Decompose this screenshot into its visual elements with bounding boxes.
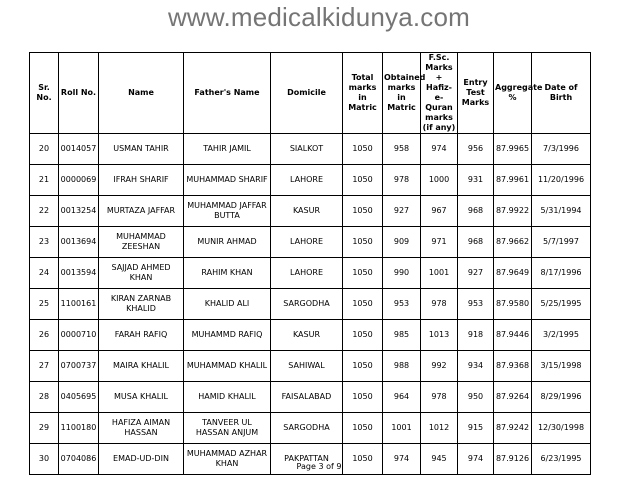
table-cell: 87.9264 (494, 382, 532, 413)
table-cell: 918 (458, 320, 494, 351)
table-cell: 1050 (343, 227, 383, 258)
table-cell: 971 (421, 227, 458, 258)
table-cell: 0704086 (59, 444, 99, 475)
column-header: Aggregate % (494, 53, 532, 134)
table-cell: MUHAMMAD AZHAR KHAN (184, 444, 271, 475)
table-cell: 6/23/1995 (532, 444, 591, 475)
table-cell: MAIRA KHALIL (99, 351, 184, 382)
table-cell: PAKPATTAN (271, 444, 343, 475)
table-cell: 931 (458, 165, 494, 196)
column-header: Sr. No. (30, 53, 59, 134)
table-cell: 87.9649 (494, 258, 532, 289)
table-cell: 3/2/1995 (532, 320, 591, 351)
table-cell: 87.9446 (494, 320, 532, 351)
table-cell: 978 (421, 382, 458, 413)
table-cell: 30 (30, 444, 59, 475)
table-cell: 1050 (343, 413, 383, 444)
table-cell: KASUR (271, 320, 343, 351)
table-header-row (30, 53, 591, 134)
table-cell: 0000069 (59, 165, 99, 196)
table-cell: 22 (30, 196, 59, 227)
column-header: Entry Test Marks (458, 53, 494, 134)
table-cell: MUHAMMAD SHARIF (184, 165, 271, 196)
table-cell: 956 (458, 134, 494, 165)
table-cell: USMAN TAHIR (99, 134, 184, 165)
table-cell: 87.9242 (494, 413, 532, 444)
table-row (30, 382, 591, 413)
table-row (30, 165, 591, 196)
table-cell: 0700737 (59, 351, 99, 382)
table-cell: 1050 (343, 165, 383, 196)
merit-list-table (29, 52, 591, 475)
table-cell: 26 (30, 320, 59, 351)
table-cell: 1100161 (59, 289, 99, 320)
table-cell: 0013254 (59, 196, 99, 227)
column-header: Domicile (271, 53, 343, 134)
table-cell: 950 (458, 382, 494, 413)
table-cell: 1050 (343, 444, 383, 475)
table-cell: FARAH RAFIQ (99, 320, 184, 351)
table-cell: 5/31/1994 (532, 196, 591, 227)
table-cell: 29 (30, 413, 59, 444)
table-cell: 3/15/1998 (532, 351, 591, 382)
table-cell: 974 (421, 134, 458, 165)
table-cell: 8/17/1996 (532, 258, 591, 289)
table-cell: SARGODHA (271, 289, 343, 320)
table-cell: 87.9965 (494, 134, 532, 165)
table-cell: 8/29/1996 (532, 382, 591, 413)
table-cell: IFRAH SHARIF (99, 165, 184, 196)
table-cell: 985 (383, 320, 421, 351)
table-cell: MURTAZA JAFFAR (99, 196, 184, 227)
column-header: F.Sc. Marks + Hafiz-e-Quran marks (if any) (421, 53, 458, 134)
table-cell: 909 (383, 227, 421, 258)
table-cell: MUHAMMAD KHALIL (184, 351, 271, 382)
table-cell: MUSA KHALIL (99, 382, 184, 413)
table-cell: 1001 (421, 258, 458, 289)
table-cell: TANVEER UL HASSAN ANJUM (184, 413, 271, 444)
table-cell: SARGODHA (271, 413, 343, 444)
table-cell: 87.9961 (494, 165, 532, 196)
table-cell: HAFIZA AIMAN HASSAN (99, 413, 184, 444)
table-cell: 990 (383, 258, 421, 289)
table-cell: RAHIM KHAN (184, 258, 271, 289)
table-cell: 1012 (421, 413, 458, 444)
table-cell: 968 (458, 227, 494, 258)
table-cell: 27 (30, 351, 59, 382)
table-cell: HAMID KHALIL (184, 382, 271, 413)
table-cell: KASUR (271, 196, 343, 227)
table-cell: 12/30/1998 (532, 413, 591, 444)
table-cell: 0000710 (59, 320, 99, 351)
table-cell: 968 (458, 196, 494, 227)
table-cell: MUHAMMD RAFIQ (184, 320, 271, 351)
site-url-header: www.medicalkidunya.com (167, 2, 471, 32)
table-cell: 1050 (343, 134, 383, 165)
table-cell: 945 (421, 444, 458, 475)
table-cell: 958 (383, 134, 421, 165)
column-header: Name (99, 53, 184, 134)
table-cell: MUHAMMAD ZEESHAN (99, 227, 184, 258)
table-row (30, 289, 591, 320)
table-cell: TAHIR JAMIL (184, 134, 271, 165)
table-cell: 1013 (421, 320, 458, 351)
table-row (30, 196, 591, 227)
table-cell: 1050 (343, 258, 383, 289)
table-cell: 21 (30, 165, 59, 196)
table-cell: KHALID ALI (184, 289, 271, 320)
column-header: Obtained marks in Matric (383, 53, 421, 134)
table-row (30, 227, 591, 258)
table-row (30, 320, 591, 351)
table-row (30, 258, 591, 289)
table-cell: 0405695 (59, 382, 99, 413)
table-cell: 25 (30, 289, 59, 320)
table-cell: 1050 (343, 196, 383, 227)
table-cell: KIRAN ZARNAB KHALID (99, 289, 184, 320)
table-cell: 0013694 (59, 227, 99, 258)
table-cell: 1050 (343, 289, 383, 320)
table-cell: 0013594 (59, 258, 99, 289)
table-row (30, 413, 591, 444)
table-row (30, 351, 591, 382)
table-cell: 20 (30, 134, 59, 165)
table-cell: 1050 (343, 320, 383, 351)
table-cell: 953 (383, 289, 421, 320)
column-header: Father's Name (184, 53, 271, 134)
table-cell: 11/20/1996 (532, 165, 591, 196)
column-header: Total marks in Matric (343, 53, 383, 134)
table-cell: LAHORE (271, 258, 343, 289)
table-cell: 24 (30, 258, 59, 289)
column-header: Date of Birth (532, 53, 591, 134)
page-number: Page 3 of 9 (296, 462, 342, 471)
table-cell: 87.9662 (494, 227, 532, 258)
table-cell: 0014057 (59, 134, 99, 165)
table-cell: 5/25/1995 (532, 289, 591, 320)
table-cell: 992 (421, 351, 458, 382)
table-cell: MUHAMMAD JAFFAR BUTTA (184, 196, 271, 227)
table-cell: LAHORE (271, 227, 343, 258)
table-cell: 915 (458, 413, 494, 444)
table-cell: 28 (30, 382, 59, 413)
table-cell: 967 (421, 196, 458, 227)
table-cell: 1000 (421, 165, 458, 196)
table-cell: 7/3/1996 (532, 134, 591, 165)
table-cell: 1050 (343, 382, 383, 413)
table-cell: 978 (383, 165, 421, 196)
table-cell: 953 (458, 289, 494, 320)
column-header: Roll No. (59, 53, 99, 134)
table-cell: 927 (383, 196, 421, 227)
table-cell: 87.9126 (494, 444, 532, 475)
table-cell: SIALKOT (271, 134, 343, 165)
table-cell: 988 (383, 351, 421, 382)
table-row (30, 134, 591, 165)
table-cell: 974 (383, 444, 421, 475)
table-cell: 978 (421, 289, 458, 320)
table-cell: SAHIWAL (271, 351, 343, 382)
table-cell: 1100180 (59, 413, 99, 444)
table-cell: 87.9922 (494, 196, 532, 227)
table-cell: MUNIR AHMAD (184, 227, 271, 258)
table-cell: 927 (458, 258, 494, 289)
table-cell: 87.9368 (494, 351, 532, 382)
table-cell: EMAD-UD-DIN (99, 444, 184, 475)
table-cell: 934 (458, 351, 494, 382)
table-cell: LAHORE (271, 165, 343, 196)
table-cell: 964 (383, 382, 421, 413)
table-cell: 1001 (383, 413, 421, 444)
table-cell: 5/7/1997 (532, 227, 591, 258)
table-cell: FAISALABAD (271, 382, 343, 413)
table-cell: 23 (30, 227, 59, 258)
table-cell: 974 (458, 444, 494, 475)
table-cell: 1050 (343, 351, 383, 382)
table-cell: 87.9580 (494, 289, 532, 320)
table-cell: SAJJAD AHMED KHAN (99, 258, 184, 289)
